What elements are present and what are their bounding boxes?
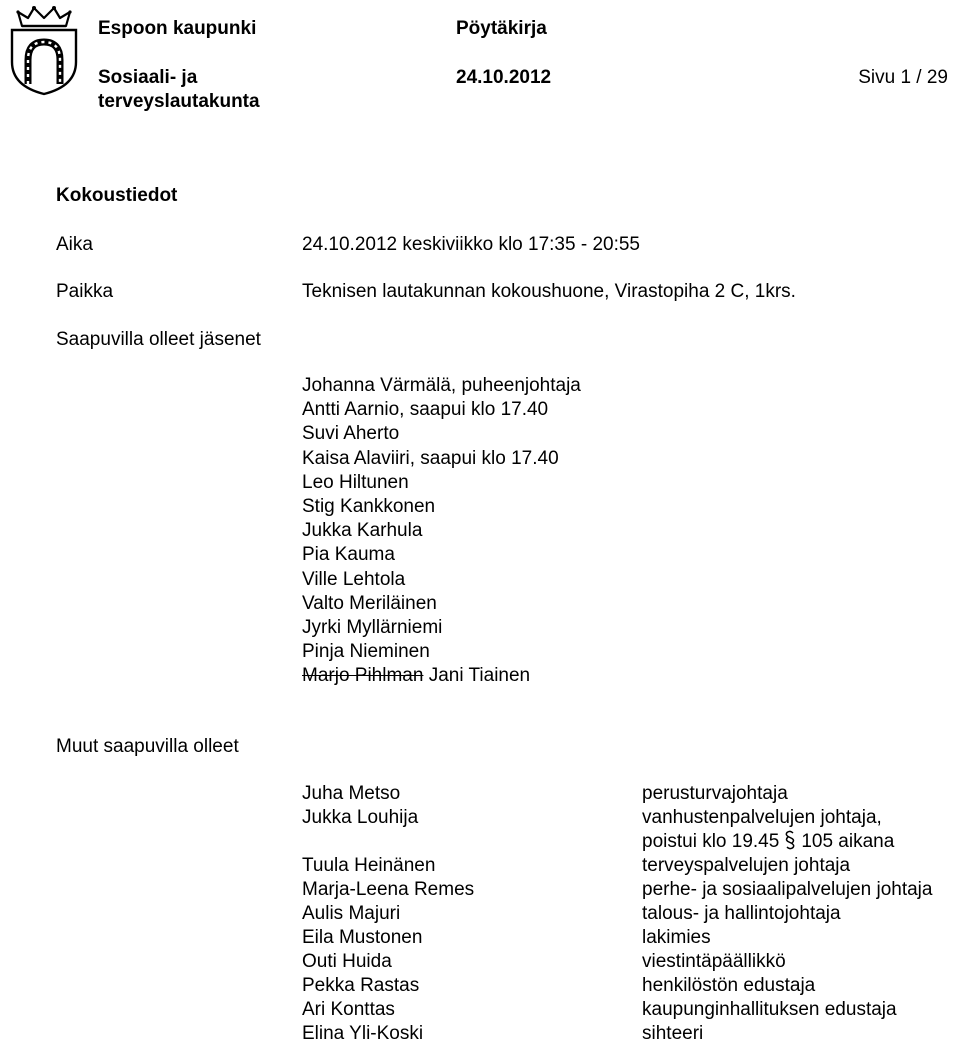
person-name: Elina Yli-Koski (302, 1023, 424, 1044)
person-role: perhe- ja sosiaalipalvelujen johtaja (642, 879, 933, 900)
person-role: talous- ja hallintojohtaja (642, 903, 841, 924)
member-item: Suvi Aherto (302, 423, 400, 445)
member-item-substitution (302, 664, 581, 688)
person-name (302, 830, 642, 854)
person-role: viestintäpäällikkö (642, 951, 786, 972)
others-row (302, 974, 957, 998)
member-item: Ville Lehtola (302, 568, 406, 590)
struck-member-name: Marjo Pihlman (302, 665, 424, 687)
person-role: lakimies (642, 927, 711, 948)
others-row (302, 950, 957, 974)
others-row (302, 854, 957, 878)
role-departure-time: 105 aikana (801, 831, 895, 852)
person-name: Ari Konttas (302, 999, 395, 1020)
others-row (302, 830, 957, 854)
person-name: Aulis Majuri (302, 903, 401, 924)
others-row (302, 902, 957, 926)
member-item: Antti Aarnio, saapui klo 17.40 (302, 399, 549, 421)
person-name: Pekka Rastas (302, 975, 420, 996)
committee-name-line2: terveyslautakunta (98, 91, 260, 112)
others-row (302, 806, 957, 830)
others-row (302, 878, 957, 902)
person-role: sihteeri (642, 1023, 704, 1044)
person-name: Jukka Louhija (302, 807, 419, 828)
role-departure-text: poistui klo 19.45 (642, 831, 780, 852)
place-label: Paikka (56, 281, 114, 302)
section-title: Kokoustiedot (56, 185, 178, 206)
others-row (302, 1022, 957, 1046)
member-item: Pia Kauma (302, 544, 395, 566)
person-name: Eila Mustonen (302, 927, 423, 948)
organization-name: Espoon kaupunki (98, 18, 257, 39)
member-item: Jyrki Myllärniemi (302, 616, 443, 638)
person-role: henkilöstön edustaja (642, 975, 816, 996)
person-name: Marja-Leena Remes (302, 879, 475, 900)
member-item: Jukka Karhula (302, 520, 423, 542)
person-role: kaupunginhallituksen edustaja (642, 999, 897, 1020)
person-role: perusturvajohtaja (642, 783, 788, 804)
person-role: terveyspalvelujen johtaja (642, 855, 851, 876)
espoo-coat-of-arms-icon (6, 4, 82, 96)
others-table (302, 782, 957, 1046)
others-row (302, 782, 957, 806)
person-name: Outi Huida (302, 951, 392, 972)
others-row (302, 998, 957, 1022)
member-item: Pinja Nieminen (302, 641, 430, 663)
member-item: Leo Hiltunen (302, 471, 409, 493)
person-name: Juha Metso (302, 783, 401, 804)
member-item: Valto Meriläinen (302, 592, 437, 614)
person-name: Tuula Heinänen (302, 855, 436, 876)
member-item: Kaisa Alaviiri, saapui klo 17.40 (302, 447, 559, 469)
others-row (302, 926, 957, 950)
members-list (302, 374, 581, 688)
member-item: Johanna Värmälä, puheenjohtaja (302, 375, 581, 396)
time-label: Aika (56, 234, 93, 255)
others-label: Muut saapuvilla olleet (56, 736, 239, 757)
place-value: Teknisen lautakunnan kokoushuone, Virastopiha 2 C, 1krs. (302, 281, 796, 302)
document-type: Pöytäkirja (456, 18, 547, 39)
member-item: Stig Kankkonen (302, 495, 436, 517)
page-number: Sivu 1 / 29 (858, 67, 948, 88)
person-role: vanhustenpalvelujen johtaja, (642, 807, 882, 828)
members-label: Saapuvilla olleet jäsenet (56, 329, 261, 350)
person-role-continued (642, 830, 957, 854)
time-value: 24.10.2012 keskiviikko klo 17:35 - 20:55 (302, 234, 640, 255)
committee-name-line1: Sosiaali- ja (98, 67, 198, 88)
replacement-member-name: Jani Tiainen (428, 665, 531, 687)
meeting-date: 24.10.2012 (456, 67, 552, 88)
section-sign-icon (781, 830, 799, 850)
